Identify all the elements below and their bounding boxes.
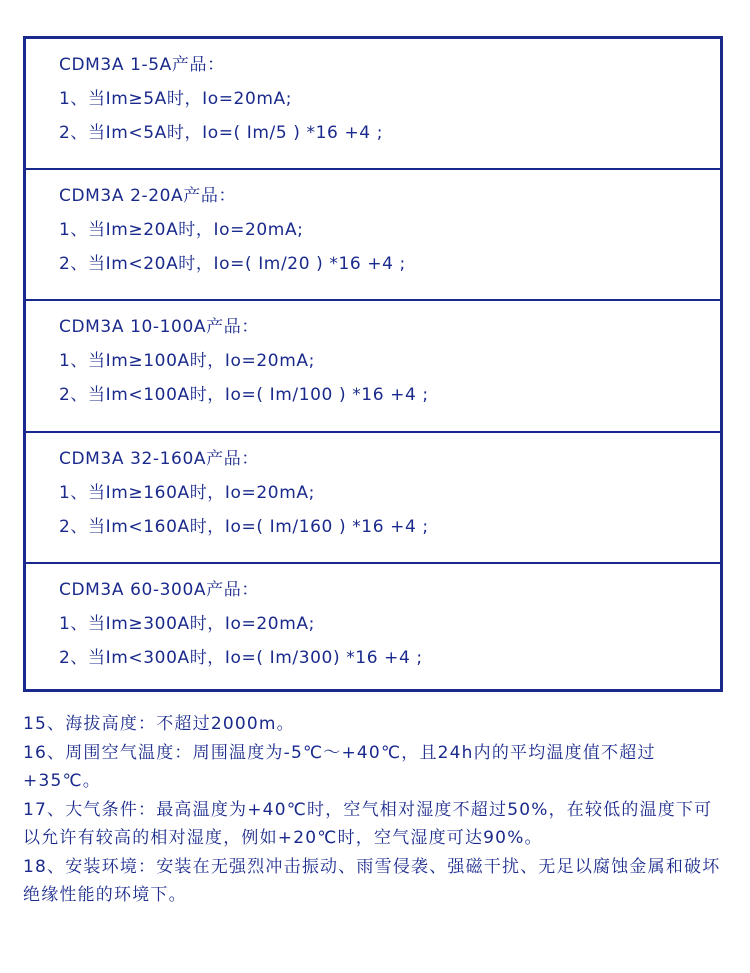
row-line-1: 1、当Im≥5A时，Io=20mA;: [59, 89, 293, 109]
row-line-2: 2、当Im<160A时，Io=( Im/160 ) *16 +4 ;: [59, 516, 429, 537]
row-title: CDM3A 10-100A产品：: [59, 317, 259, 338]
notes-section: [23, 710, 728, 910]
row-line-2: 2、当Im<100A时，Io=( Im/100 ) *16 +4 ;: [59, 385, 429, 406]
row-line-1: 1、当Im≥160A时，Io=20mA;: [59, 482, 315, 503]
spec-table: [23, 36, 723, 692]
row-line-2: 2、当Im<300A时，Io=( Im/300) *16 +4 ;: [59, 647, 423, 668]
spec-row-2-20a: [26, 170, 720, 301]
row-line-1: 1、当Im≥100A时，Io=20mA;: [59, 351, 315, 372]
row-title: CDM3A 60-300A产品：: [59, 579, 259, 600]
row-line-2: 2、当Im<20A时，Io=( Im/20 ) *16 +4 ;: [59, 254, 406, 275]
row-line-2: 2、当Im<5A时，Io=( Im/5 ) *16 +4 ;: [59, 123, 384, 143]
row-title: CDM3A 32-160A产品：: [59, 448, 259, 469]
note-ambient-temperature: 16、周围空气温度：周围温度为-5℃～+40℃，且24h内的平均温度值不超过+35℃。: [23, 743, 656, 791]
spec-row-10-100a: [26, 301, 720, 432]
row-line-1: 1、当Im≥300A时，Io=20mA;: [59, 613, 315, 634]
row-title: CDM3A 1-5A产品：: [59, 55, 225, 75]
spec-row-32-160a: [26, 433, 720, 564]
spec-row-60-300a: [26, 564, 720, 695]
note-installation-environment: 18、安装环境：安装在无强烈冲击振动、雨雪侵袭、强磁干扰、无足以腐蚀金属和破坏绝缘性能的环境下。: [23, 857, 721, 905]
row-title: CDM3A 2-20A产品：: [59, 186, 237, 207]
spec-row-1-5a: [26, 39, 720, 170]
note-atmospheric-conditions: 17、大气条件：最高温度为+40℃时，空气相对湿度不超过50%，在较低的温度下可以允许有较高的相对湿度，例如+20℃时，空气湿度可达90%。: [23, 800, 713, 848]
row-line-1: 1、当Im≥20A时，Io=20mA;: [59, 220, 304, 241]
note-altitude: 15、海拔高度：不超过2000m。: [23, 714, 295, 734]
